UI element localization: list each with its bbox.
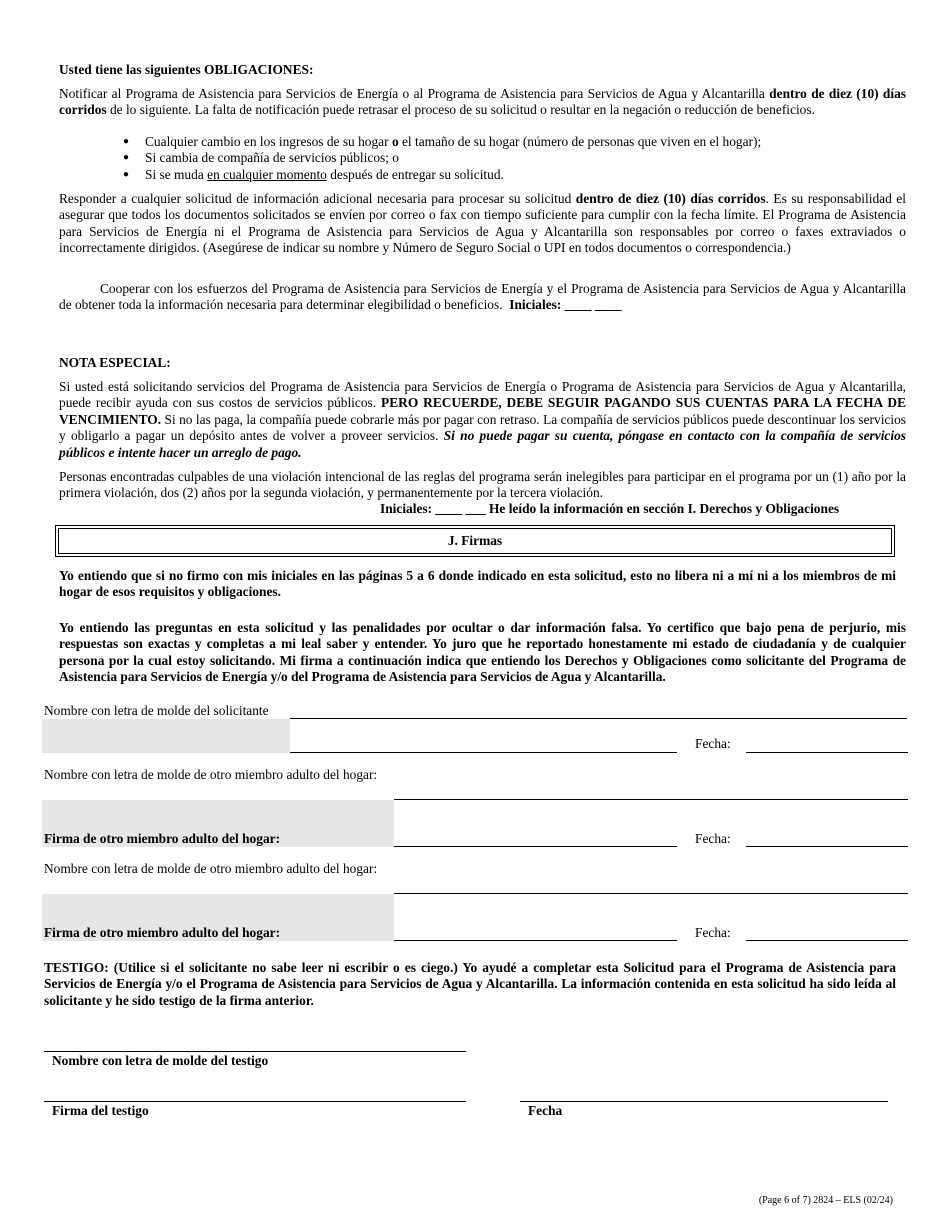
list-item: ● Si se muda en cualquier momento después de entregar su solicitud.: [117, 167, 761, 183]
other-member-name-line[interactable]: [394, 893, 908, 894]
signature-paragraph-1: Yo entiendo que si no firmo con mis iniciales en las páginas 5 a 6 donde indicado en esta solicitud, esto no libera ni a mí ni a los miembros de mi hogar de esos requisitos y obligaciones.: [59, 568, 896, 600]
obligations-bullet-list: [117, 134, 761, 183]
applicant-signature-line[interactable]: [290, 752, 677, 753]
initials-field[interactable]: Iniciales: ____ ____: [509, 297, 622, 313]
other-member-signature-line[interactable]: [394, 940, 677, 941]
other-member-date-line[interactable]: [746, 846, 908, 847]
date-label: Fecha:: [695, 831, 731, 846]
section-j-header: [55, 525, 895, 557]
other-member-name-label: Nombre con letra de molde de otro miembro adulto del hogar:: [44, 861, 378, 876]
witness-name-line[interactable]: [44, 1051, 466, 1052]
witness-signature-label: Firma del testigo: [52, 1103, 149, 1118]
list-item: ● Cualquier cambio en los ingresos de su hogar o el tamaño de su hogar (número de personas que viven en el hogar);: [117, 134, 761, 150]
witness-date-label: Fecha: [528, 1103, 563, 1118]
witness-name-label: Nombre con letra de molde del testigo: [52, 1053, 269, 1068]
applicant-name-line[interactable]: [290, 718, 907, 719]
applicant-name-label: Nombre con letra de molde del solicitante: [44, 703, 269, 718]
obligations-paragraph-2: Responder a cualquier solicitud de información adicional necesaria para procesar su solicitud dentro de diez (10) días corridos. Es su responsabilidad el asegurar que todos los documentos solicitados se envíen por correo o fax con tiempo suficiente para cumplir con la fecha límite. El Programa de Asistencia para Servicios de Energía ni el Programa de Asistencia para Servicios de Agua y Alcantarilla son responsables por correo o faxes extraviados o incorrectamente dirigidos. (Asegúrese de indicar su nombre y Número de Seguro Social o UPI en todos documentos o correspondencia.): [59, 191, 906, 256]
obligations-paragraph-1: Notificar al Programa de Asistencia para Servicios de Energía o al Programa de Asistencia para Servicios de Agua y Alcantarilla dentro de diez (10) días corridos de lo siguiente. La falta de notificación puede retrasar el proceso de su solicitud o resultar en la negación o reducción de beneficios.: [59, 86, 906, 118]
date-label: Fecha:: [695, 925, 731, 940]
other-member-signature-line[interactable]: [394, 846, 677, 847]
initials-acknowledgement[interactable]: Iniciales: ____ ___ He leído la información en sección I. Derechos y Obligaciones: [380, 501, 840, 516]
other-member-signature-label: Firma de otro miembro adulto del hogar:: [44, 831, 281, 846]
obligations-paragraph-3: Cooperar con los esfuerzos del Programa de Asistencia para Servicios de Energía y el Programa de Asistencia para Servicios de Agua y Alcantarilla de obtener toda la información necesaria para determinar elegibilidad o beneficios. Iniciales: ____ ____: [59, 281, 906, 313]
witness-statement: TESTIGO: (Utilice si el solicitante no sabe leer ni escribir o es ciego.) Yo ayudé a completar esta Solicitud para el Programa de Asistencia para Servicios de Energía y/o el Programa de Asistencia para Servicios de Agua y Alcantarilla. La información contenida en esta solicitud ha sido leída al solicitante y he sido testigo de la firma anterior.: [44, 960, 896, 1008]
list-item: ● Si cambia de compañía de servicios públicos; o: [117, 150, 761, 166]
applicant-date-line[interactable]: [746, 752, 908, 753]
other-member-name-label: Nombre con letra de molde de otro miembro adulto del hogar:: [44, 767, 378, 782]
other-member-date-line[interactable]: [746, 940, 908, 941]
signature-paragraph-2: Yo entiendo las preguntas en esta solicitud y las penalidades por ocultar o dar información falsa. Yo certifico que bajo pena de perjurio, mis respuestas son exactas y completas a mi leal saber y entender. Yo juro que he reportado honestamente mi estado de ciudadanía y de cualquier persona por la cual estoy solicitando. Mi firma a continuación indica que entiendo los Derechos y Obligaciones como solicitante del Programa de Asistencia para Servicios de Energía y/o del Programa de Asistencia para Servicios de Agua y Alcantarilla.: [59, 620, 906, 685]
other-member-signature-label: Firma de otro miembro adulto del hogar:: [44, 925, 281, 940]
date-label: Fecha:: [695, 736, 731, 751]
other-member-name-line[interactable]: [394, 799, 908, 800]
section-title: J. Firmas: [58, 528, 892, 554]
witness-date-line[interactable]: [520, 1101, 888, 1102]
special-note-paragraph-2: Personas encontradas culpables de una violación intencional de las reglas del programa serán inelegibles para participar en el programa por un (1) año por la primera violación, dos (2) años por la segunda violación, y permanentemente por la tercera violación.: [59, 469, 906, 501]
special-note-paragraph-1: Si usted está solicitando servicios del Programa de Asistencia para Servicios de Energía o Programa de Asistencia para Servicios de Agua y Alcantarilla, puede recibir ayuda con sus costos de servicios públicos. PERO RECUERDE, DEBE SEGUIR PAGANDO SUS CUENTAS PARA LA FECHA DE VENCIMIENTO. Si no las paga, la compañía puede cobrarle más por pagar con retraso. La compañía de servicios públicos puede descontinuar los servicios y obligarlo a pagar un depósito antes de volver a proveer servicios. Si no puede pagar su cuenta, póngase en contacto con la compañía de servicios públicos e intente hacer un arreglo de pago.: [59, 379, 906, 460]
page-footer: (Page 6 of 7) 2824 – ELS (02/24): [758, 1195, 893, 1206]
witness-signature-line[interactable]: [44, 1101, 466, 1102]
shaded-cell: [42, 719, 290, 753]
special-note-heading: NOTA ESPECIAL:: [59, 355, 171, 370]
obligations-heading: Usted tiene las siguientes OBLIGACIONES:: [59, 62, 314, 77]
